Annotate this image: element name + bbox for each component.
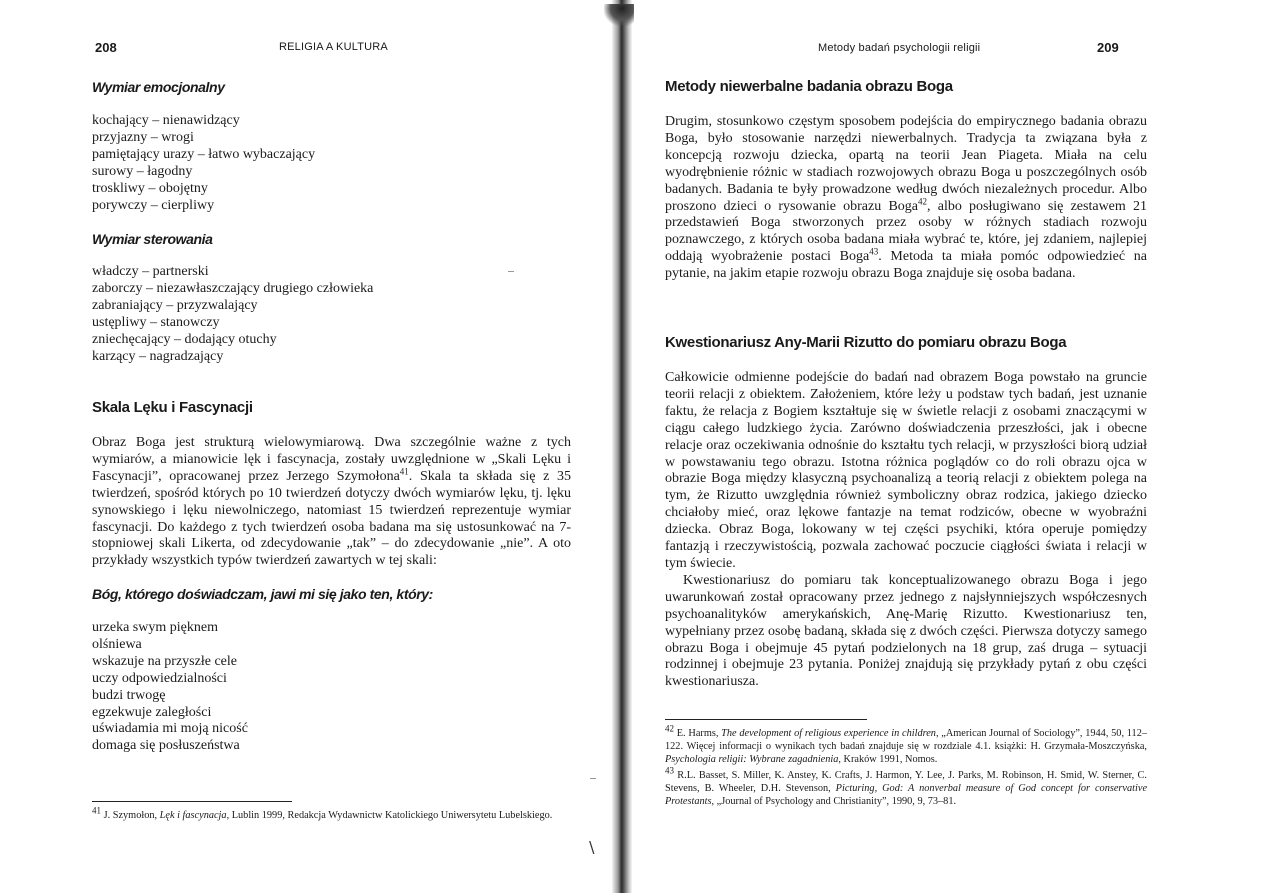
footnote-author: E. Harms, xyxy=(676,728,722,739)
god-items-list xyxy=(92,620,248,755)
list-item: porywczy – cierpliwy xyxy=(92,197,215,213)
list-item: zabraniający – przyzwalający xyxy=(92,297,258,313)
list-item: egzekwuje zaległości xyxy=(92,704,212,720)
footnote-rest: , Lublin 1999, Redakcja Wydawnictw Katolickiego Uniwersytetu Lubelskiego. xyxy=(226,810,553,821)
footnote-ref: 41 xyxy=(399,466,409,477)
list-item: zaborczy – niezawłaszczający drugiego człowieka xyxy=(92,280,374,296)
list-item: kochający – nienawidzący xyxy=(92,113,240,128)
scan-mark xyxy=(508,271,514,272)
footnote-number: 41 xyxy=(92,805,101,816)
left-page-number: 208 xyxy=(95,40,117,55)
left-page xyxy=(0,0,612,893)
footnote-43 xyxy=(665,765,1148,808)
list-item: wskazuje na przyszłe cele xyxy=(92,653,237,669)
list-item: zniechęcający – dodający otuchy xyxy=(92,331,277,347)
footnote-divider xyxy=(92,801,292,802)
list-item: karzący – nagradzający xyxy=(92,348,224,364)
list-item: ustępliwy – stanowczy xyxy=(92,314,220,330)
heading-anxiety-fascination-scale: Skala Lęku i Fascynacji xyxy=(92,399,253,416)
corner-mark: ∖ xyxy=(586,840,597,857)
footnote-41 xyxy=(92,805,571,825)
list-item: troskliwy – obojętny xyxy=(92,180,208,196)
left-running-head: RELIGIA A KULTURA xyxy=(279,41,388,53)
list-item: budzi trwogę xyxy=(92,687,166,703)
heading-control-dimension: Wymiar sterowania xyxy=(92,231,213,247)
scale-paragraph xyxy=(92,435,571,570)
list-item: olśniewa xyxy=(92,636,142,652)
footnote-author: R.L. Basset, S. Miller, K. Anstey, K. Crafts, J. Harmon, Y. Lee, J. Parks, M. Robinson, H. Smid, W. Sterner, C. Stevens, B. Wheeler, D.H. Stevenson, xyxy=(665,770,1147,795)
paragraph-text: Drugim, stosunkowo częstym sposobem podejścia do empirycznego badania obrazu Boga, było stosowanie narzędzi niewerbalnych. Tradycja ta związana była z koncepcją rozwoju dziecka, opartą na teorii Jean Piageta. Miała na celu wyodrębnienie różnic w stadiach rozwojowych obrazu Boga u poszczególnych osób badanych. Badania te były prowadzone według dwóch niezależnych procedur. Albo proszono dzieci o rysowanie obrazu Boga xyxy=(665,114,1147,214)
heading-emotional-dimension: Wymiar emocjonalny xyxy=(92,79,225,95)
questionnaire-paragraphs xyxy=(665,370,1147,691)
list-item: domaga się posłuszeństwa xyxy=(92,738,240,754)
footnote-title: Psychologia religii: Wybrane zagadnienia xyxy=(665,754,839,766)
footnote-rest: , Kraków 1991, Nomos. xyxy=(838,754,938,766)
paragraph-text: , albo posługiwano się zestawem 21 przedstawień Boga stworzonych przez osoby w różnych stadiach rozwoju poznawczego, z których osoba badana miała wybrać te, które, jej zdaniem, najlepiej oddają wyobrażenie postaci Boga xyxy=(665,198,1147,265)
footnote-title: Picturing, God: A nonverbal measure of God concept for conservative Protestants xyxy=(665,783,1148,808)
paragraph-text: . Metoda ta miała pomóc odpowiedzieć na pytanie, na jakim etapie rozwoju obrazu Boga znajduje się osoba badana. xyxy=(665,249,1147,282)
list-item: władczy – partnerski xyxy=(92,264,209,279)
list-item: pamiętający urazy – łatwo wybaczający xyxy=(92,146,316,162)
right-page xyxy=(632,0,1263,893)
paragraph-text: Obraz Boga jest strukturą wielowymiarową. Dwa szczególnie ważne z tych wymiarów, a mianowicie lęk i fascynacja, zostały uwzględnione w „Skali Lęku i Fascynacji”, opracowanej przez Jerzego Szymołona xyxy=(92,435,571,484)
heading-god-experience: Bóg, którego doświadczam, jawi mi się jako ten, który: xyxy=(92,586,433,602)
footnote-ref: 42 xyxy=(918,195,928,206)
control-items-list xyxy=(92,264,373,365)
list-item: surowy – łagodny xyxy=(92,163,193,179)
book-spine-shadow xyxy=(612,0,632,893)
footnote-title: The development of religious experience in children xyxy=(721,728,936,739)
footnote-ref: 43 xyxy=(869,246,879,257)
emotional-items-list xyxy=(92,113,315,214)
paragraph: Całkowicie odmienne podejście do badań nad obrazem Boga powstało na gruncie teorii relacji z obiektem. Założeniem, które leży u podstaw tych badań, jest uznanie faktu, że relacja z Bogiem kształtuje się w świetle relacji z osobami znaczącymi w ciągu całego ludzkiego życia. Zarówno doświadczenia przeszłości, jak i obecne relacje oraz oczekiwania odnośnie do kształtu tych relacji, w przyszłości biorą udział w powstawaniu tego obrazu. Istotna różnica poglądów co do roli obrazu ojca w obrazie Boga między klasyczną psychoanalizą a teorią relacji z obiektem polega na tym, że Rizutto uwzględnia również symboliczny obraz rodzica, jakiego dziecko chciałoby mieć, oraz lękowe fantazje na temat rodziców, obecne w wyobraźni dziecka. Obraz Boga, lokowany w tej części psychiki, która operuje pomiędzy fantazją i rzeczywistością, pozwala zachować poczucie ciągłości świata i relacji w tym świecie. xyxy=(665,370,1147,571)
footnote-rest: , „Journal of Psychology and Christianity”, 1990, 9, 73–81. xyxy=(711,796,957,808)
heading-rizutto-questionnaire: Kwestionariusz Any-Marii Rizutto do pomiaru obrazu Boga xyxy=(665,334,1067,351)
nonverbal-paragraph xyxy=(665,114,1147,283)
list-item: uświadamia mi moją nicość xyxy=(92,721,248,737)
footnote-42 xyxy=(665,723,1147,766)
right-running-head: Metody badań psychologii religii xyxy=(818,42,981,54)
scan-mark xyxy=(590,778,596,779)
footnote-author: J. Szymołon, xyxy=(103,810,160,821)
heading-nonverbal-methods: Metody niewerbalne badania obrazu Boga xyxy=(665,78,953,95)
list-item: przyjazny – wrogi xyxy=(92,129,194,145)
paragraph-text: . Skala ta składa się z 35 twierdzeń, spośród których po 10 twierdzeń dotyczy dwóch wymiarów lęku, tj. lęku synowskiego i lęku niewolniczego, natomiast 15 twierdzeń reprezentuje wymiar fascynacji. Do każdego z tych twierdzeń osoba badana ma się ustosunkować na 7-stopniowej skali Likerta, od zdecydowanie „tak” – do zdecydowanie „nie”. A oto przykłady wszystkich typów twierdzeń zawartych w tej skali: xyxy=(92,468,571,569)
right-page-number: 209 xyxy=(1097,40,1119,55)
footnote-divider xyxy=(665,719,867,720)
footnote-title: Lęk i fascynacja xyxy=(159,810,227,821)
paragraph: Kwestionariusz do pomiaru tak konceptualizowanego obrazu Boga i jego uwarunkowań został opracowany przez jednego z najsłynniejszych współczesnych psychoanalityków amerykańskich, Anę-Marię Rizutto. Kwestionariusz ten, wypełniany przez osobę badaną, składa się z dwóch części. Pierwsza dotyczy samego obrazu Boga i obejmuje 45 pytań podzielonych na 18 grup, zaś druga – sytuacji rodzinnej i obejmuje 23 pytania. Poniżej znajdują się przykłady pytań z obu części kwestionariusza. xyxy=(665,572,1147,690)
footnotes-right xyxy=(665,723,1148,812)
footnote-number: 43 xyxy=(665,765,674,776)
list-item: urzeka swym pięknem xyxy=(92,620,218,635)
footnote-rest: , „American Journal of Sociology”, 1944, 50, 112–122. Więcej informacji o wynikach tych badań znajduje się w rozdziale 4.1. książki: H. Grzymała-Moszczyńska, xyxy=(665,728,1147,753)
list-item: uczy odpowiedzialności xyxy=(92,670,227,686)
footnote-number: 42 xyxy=(665,723,674,734)
